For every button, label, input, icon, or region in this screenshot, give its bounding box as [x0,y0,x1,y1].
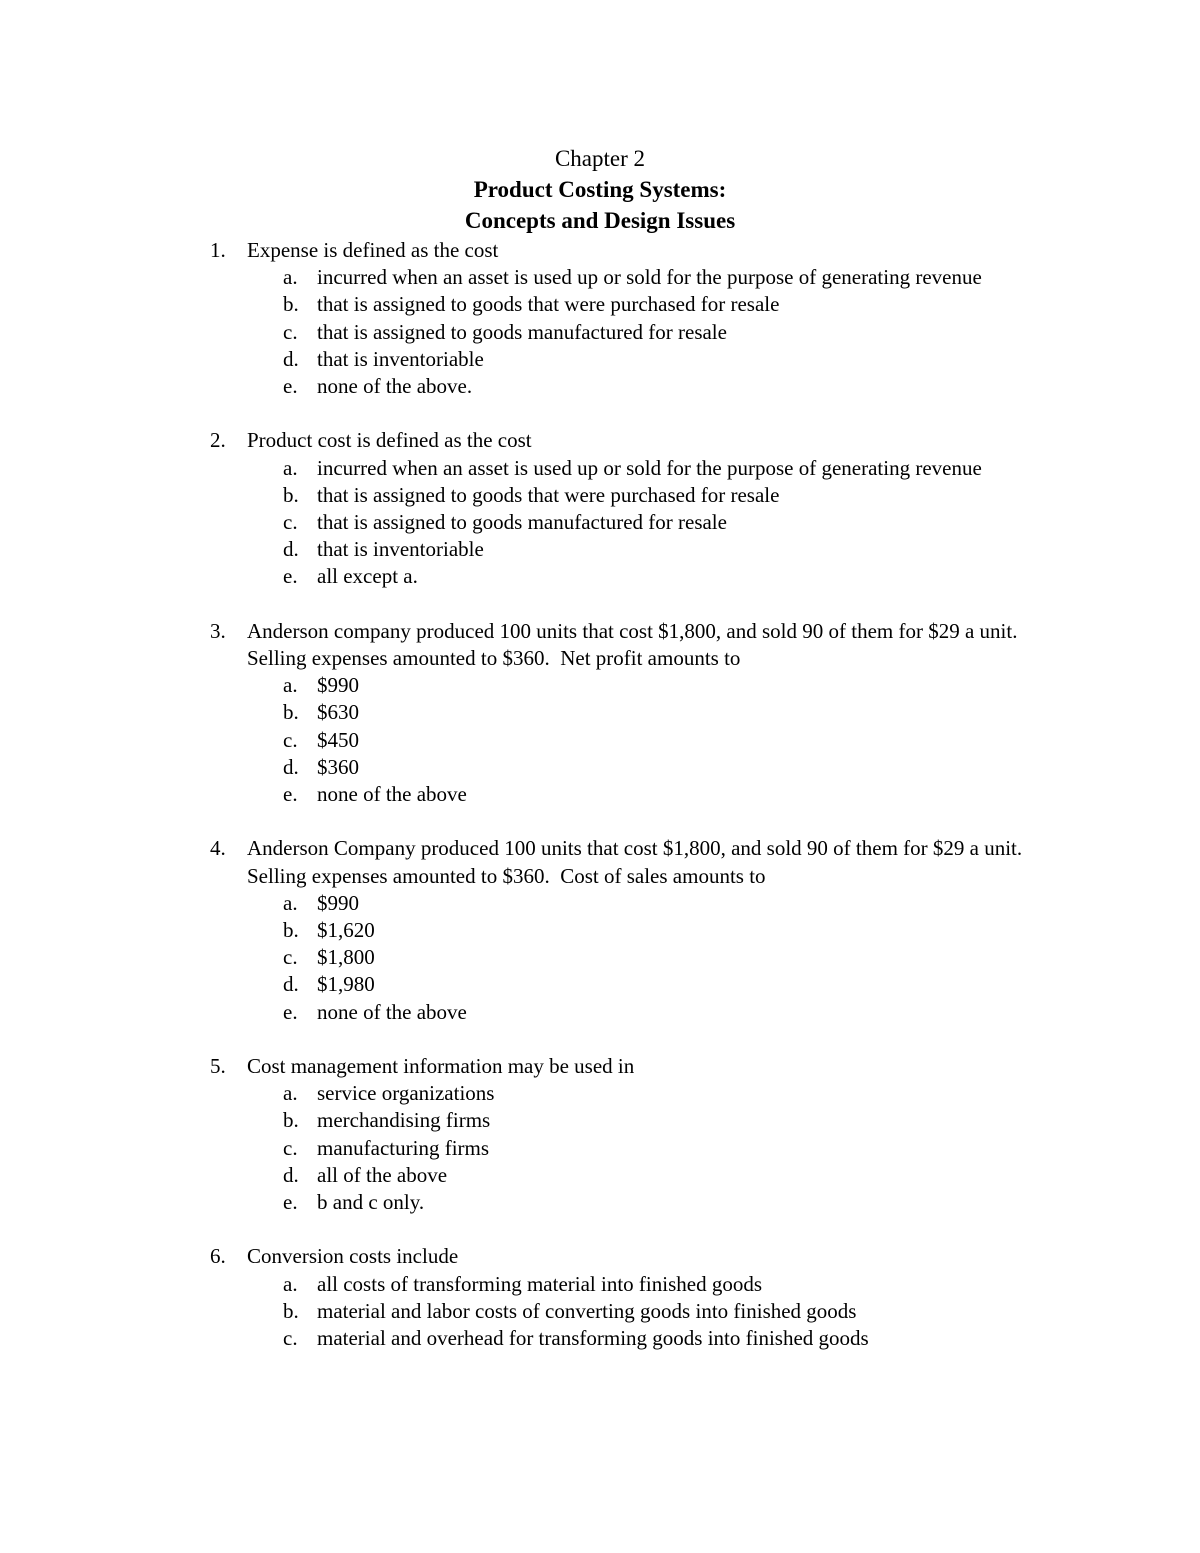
choice-text: $1,620 [317,918,375,943]
choice-text: all costs of transforming material into finished goods [317,1271,762,1296]
answer-choice [247,944,1070,971]
choice-letter: e. [283,564,298,589]
question-5 [210,1053,1070,1216]
choice-text: manufacturing firms [317,1135,490,1160]
choice-letter: e. [283,999,298,1024]
answer-choice [247,536,1070,563]
question-stem: Anderson company produced 100 units that cost $1,800, and sold 90 of them for $29 a unit. Selling expenses amounted to $360. Net profit amounts to [247,618,1028,671]
answer-choice [247,482,1070,509]
answer-choice [247,1189,1070,1216]
choice-letter: e. [283,1190,298,1215]
answer-choices [247,264,1070,400]
choice-letter: a. [283,455,298,480]
choice-text: merchandising firms [317,1108,491,1133]
choice-text: $450 [317,727,359,752]
choice-text: none of the above [317,782,467,807]
question-1 [210,237,1070,400]
choice-text: $990 [317,890,359,915]
choice-letter: c. [283,510,298,535]
choice-text: incurred when an asset is used up or sold for the purpose of generating revenue [317,455,982,480]
choice-text: incurred when an asset is used up or sold for the purpose of generating revenue [317,265,982,290]
choice-text: material and labor costs of converting goods into finished goods [317,1298,857,1323]
choice-text: material and overhead for transforming goods into finished goods [317,1326,869,1351]
choice-letter: b. [283,700,299,725]
choice-text: that is assigned to goods that were purchased for resale [317,292,780,317]
question-number: 1. [210,238,226,262]
choice-letter: d. [283,1162,299,1187]
choice-letter: c. [283,727,298,752]
answer-choice [247,971,1070,998]
question-stem: Expense is defined as the cost [247,238,499,262]
choice-letter: c. [283,1135,298,1160]
choice-letter: d. [283,346,299,371]
answer-choice [247,699,1070,726]
answer-choice [247,917,1070,944]
choice-letter: a. [283,265,298,290]
choice-text: that is inventoriable [317,346,484,371]
choice-letter: a. [283,890,298,915]
choice-text: that is assigned to goods that were purchased for resale [317,482,780,507]
question-stem: Conversion costs include [247,1244,459,1269]
answer-choice [247,999,1070,1026]
choice-text: that is inventoriable [317,537,484,562]
question-3 [210,618,1070,808]
choice-letter: a. [283,1081,298,1106]
chapter-title-line-2: Concepts and Design Issues [464,208,736,233]
choice-text: all of the above [317,1162,448,1187]
choice-text: all except a. [317,564,418,589]
choice-text: none of the above [317,999,467,1024]
choice-letter: c. [283,319,298,344]
choice-letter: c. [283,945,298,970]
answer-choice [247,346,1070,373]
question-6 [210,1243,1070,1352]
answer-choice [247,291,1070,318]
answer-choice [247,264,1070,291]
answer-choice [247,455,1070,482]
question-stem: Anderson Company produced 100 units that cost $1,800, and sold 90 of them for $29 a unit. Selling expenses amounted to $360. Cost of sales amounts to [247,836,1033,888]
question-number: 5. [210,1054,226,1079]
choice-text: $630 [317,700,359,725]
choice-letter: a. [283,1271,298,1296]
choice-letter: b. [283,1298,299,1323]
choice-text: $1,800 [317,945,375,970]
answer-choice [247,727,1070,754]
choice-letter: b. [283,1108,299,1133]
choice-letter: d. [283,754,299,779]
answer-choices [247,1271,1070,1353]
choice-letter: e. [283,782,298,807]
answer-choice [247,890,1070,917]
answer-choice [247,1080,1070,1107]
answer-choice [247,1271,1070,1298]
choice-letter: a. [283,673,298,698]
choice-text: b and c only. [317,1190,425,1215]
choice-text: $1,980 [317,972,375,997]
question-number: 3. [210,618,226,643]
answer-choice [247,1162,1070,1189]
answer-choices [247,455,1070,591]
answer-choice [247,754,1070,781]
choice-text: that is assigned to goods manufactured for resale [317,319,727,344]
answer-choice [247,319,1070,346]
choice-text: service organizations [317,1081,495,1106]
choice-letter: b. [283,918,299,943]
question-list [210,237,1070,1379]
choice-letter: b. [283,292,299,317]
question-4 [210,835,1070,1025]
answer-choice [247,509,1070,536]
answer-choice [247,1135,1070,1162]
choice-letter: b. [283,482,299,507]
answer-choice [247,1325,1070,1352]
question-number: 2. [210,428,226,453]
choice-text: that is assigned to goods manufactured for resale [317,510,727,535]
choice-text: $360 [317,754,359,779]
answer-choices [247,1080,1070,1216]
choice-text: $990 [317,673,359,698]
question-2 [210,427,1070,590]
answer-choice [247,781,1070,808]
answer-choice [247,672,1070,699]
question-number: 6. [210,1244,226,1269]
choice-letter: d. [283,972,299,997]
choice-letter: d. [283,537,299,562]
chapter-title-line-1: Product Costing Systems: [473,177,727,202]
answer-choice [247,1298,1070,1325]
answer-choices [247,672,1070,808]
choice-letter: e. [283,374,298,399]
chapter-label: Chapter 2 [554,146,646,171]
question-stem: Product cost is defined as the cost [247,428,532,453]
answer-choices [247,890,1070,1026]
chapter-header [0,143,1200,236]
answer-choice [247,563,1070,590]
question-number: 4. [210,836,226,861]
choice-text: none of the above. [317,374,473,399]
choice-letter: c. [283,1326,298,1351]
answer-choice [247,1107,1070,1134]
question-stem: Cost management information may be used in [247,1054,635,1079]
answer-choice [247,373,1070,400]
